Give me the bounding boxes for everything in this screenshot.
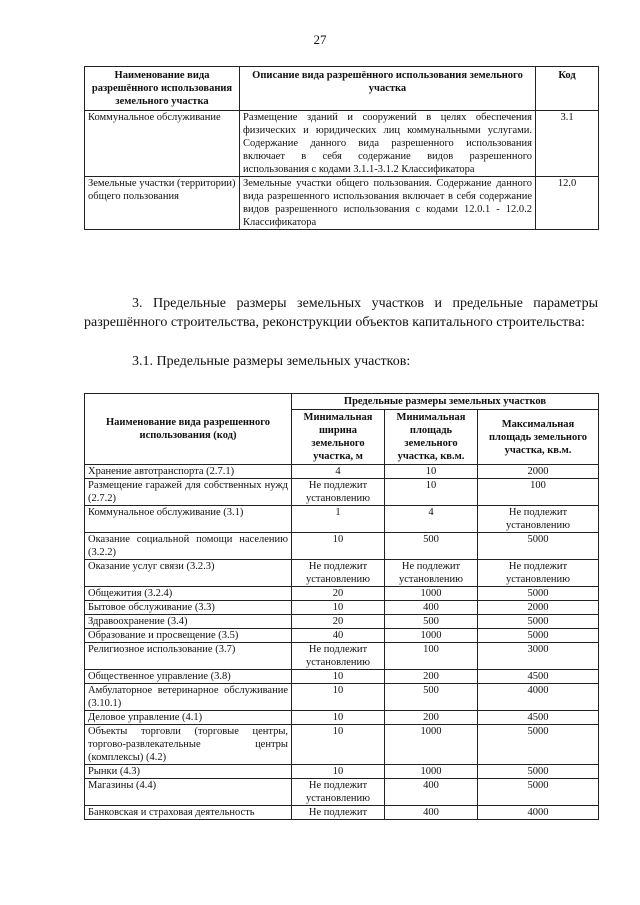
table2-header-min-area: Минимальная площадь земельного участка, кв.м. [385,410,478,465]
table2-cell-min-width: 1 [292,506,385,533]
table1-cell-description: Земельные участки общего пользования. Содержание данного вида разрешенного использования включает в себя содержание видов разрешенного использования с кодами 12.0.1 - 12.0.2 Классификатора [240,177,536,230]
table2-row [85,465,599,479]
table2-row [85,711,599,725]
table2-row [85,479,599,506]
table2-cell-max-area: 5000 [478,533,599,560]
table2-row [85,506,599,533]
table2-cell-min-width: Не подлежит установлению [292,560,385,587]
table2-cell-max-area: 2000 [478,601,599,615]
table2-cell-min-width: 10 [292,670,385,684]
table2-cell-max-area: 4000 [478,684,599,711]
table2-row [85,684,599,711]
table2-row [85,806,599,820]
table2-row [85,643,599,670]
table2-cell-min-area: 100 [385,643,478,670]
table2-cell-min-area: Не подлежит установлению [385,560,478,587]
table2-cell-min-area: 10 [385,479,478,506]
table2-cell-min-area: 400 [385,779,478,806]
table1-row [85,177,599,230]
table2-cell-max-area: 4000 [478,806,599,820]
table2-cell-min-area: 200 [385,670,478,684]
table2-cell-min-width: 4 [292,465,385,479]
table1-cell-code: 3.1 [536,111,599,177]
table2-cell-max-area: 5000 [478,587,599,601]
table2-cell-max-area: 5000 [478,725,599,765]
table2-cell-min-width: 10 [292,601,385,615]
table2-cell-min-area: 400 [385,806,478,820]
table2-row [85,629,599,643]
table2-cell-name: Банковская и страховая деятельность [85,806,292,820]
table2-cell-max-area: 100 [478,479,599,506]
table2-cell-min-area: 500 [385,615,478,629]
table2-cell-name: Рынки (4.3) [85,765,292,779]
table2-row [85,725,599,765]
table1-cell-description: Размещение зданий и сооружений в целях обеспечения физических и юридических лиц коммунальными услугами. Содержание данного вида разрешенного использования включает в себя содержание видов разрешенного использования с кодами 3.1.1-3.1.2 Классификатора [240,111,536,177]
table2-row [85,765,599,779]
table2-cell-min-width: 40 [292,629,385,643]
table2-cell-max-area: 3000 [478,643,599,670]
table2-cell-max-area: Не подлежит установлению [478,560,599,587]
table2-cell-min-area: 500 [385,684,478,711]
table2-header-max-area: Максимальная площадь земельного участка, кв.м. [478,410,599,465]
table2-cell-max-area: 4500 [478,670,599,684]
table2-cell-name: Магазины (4.4) [85,779,292,806]
table2-cell-min-area: 1000 [385,765,478,779]
table2-cell-min-width: 10 [292,725,385,765]
table1-cell-name: Коммунальное обслуживание [85,111,240,177]
table2-cell-min-area: 500 [385,533,478,560]
table2-cell-name: Оказание социальной помощи населению (3.2.2) [85,533,292,560]
table2-cell-max-area: 5000 [478,779,599,806]
table2-cell-min-area: 400 [385,601,478,615]
table2-cell-name: Размещение гаражей для собственных нужд (2.7.2) [85,479,292,506]
section-3-paragraph: 3. Предельные размеры земельных участков и предельные параметры разрешённого строительства, реконструкции объектов капитального строительства: [84,296,598,330]
table2-cell-name: Деловое управление (4.1) [85,711,292,725]
table2-cell-min-area: 1000 [385,629,478,643]
table2-cell-name: Бытовое обслуживание (3.3) [85,601,292,615]
table2-cell-name: Общественное управление (3.8) [85,670,292,684]
table2-cell-name: Амбулаторное ветеринарное обслуживание (3.10.1) [85,684,292,711]
table2-cell-max-area: 2000 [478,465,599,479]
table2-cell-min-width: Не подлежит установлению [292,779,385,806]
table2-row [85,533,599,560]
table2-cell-max-area: 4500 [478,711,599,725]
table2-cell-name: Коммунальное обслуживание (3.1) [85,506,292,533]
table2-cell-name: Религиозное использование (3.7) [85,643,292,670]
table1-header-description: Описание вида разрешённого использования земельного участка [240,67,536,111]
table2-cell-min-width: 10 [292,765,385,779]
table2-cell-min-area: 10 [385,465,478,479]
table2-cell-min-area: 1000 [385,725,478,765]
land-plot-size-table [84,393,599,820]
table2-cell-min-area: 1000 [385,587,478,601]
land-use-description-table [84,66,599,230]
table2-cell-min-width: 10 [292,711,385,725]
table2-row [85,615,599,629]
table2-header-group: Предельные размеры земельных участков [292,394,599,410]
table2-header-min-width: Минимальная ширина земельного участка, м [292,410,385,465]
table1-cell-code: 12.0 [536,177,599,230]
table2-cell-name: Образование и просвещение (3.5) [85,629,292,643]
table2-cell-min-width: Не подлежит [292,806,385,820]
table2-cell-min-width: 20 [292,587,385,601]
table1-cell-name: Земельные участки (территории) общего пользования [85,177,240,230]
table2-cell-name: Здравоохранение (3.4) [85,615,292,629]
table2-row [85,601,599,615]
table2-cell-name: Оказание услуг связи (3.2.3) [85,560,292,587]
table2-cell-max-area: 5000 [478,629,599,643]
table2-header-name: Наименование вида разрешенного использования (код) [85,394,292,465]
table2-cell-min-width: 20 [292,615,385,629]
table2-cell-min-width: Не подлежит установлению [292,479,385,506]
table2-row [85,670,599,684]
page-number: 27 [313,32,327,47]
table2-cell-max-area: Не подлежит установлению [478,506,599,533]
table1-header-row [85,67,599,111]
table1-header-name: Наименование вида разрешённого использования земельного участка [85,67,240,111]
table2-cell-min-area: 200 [385,711,478,725]
section-3-1-paragraph: 3.1. Предельные размеры земельных участков: [132,354,411,369]
table1-header-code: Код [536,67,599,111]
table2-row [85,587,599,601]
table2-cell-min-area: 4 [385,506,478,533]
table2-cell-name: Хранение автотранспорта (2.7.1) [85,465,292,479]
table2-cell-max-area: 5000 [478,765,599,779]
table2-cell-min-width: 10 [292,533,385,560]
table2-row [85,779,599,806]
table1-row [85,111,599,177]
table2-cell-min-width: 10 [292,684,385,711]
table2-header-row [85,394,599,410]
table2-cell-name: Общежития (3.2.4) [85,587,292,601]
table2-cell-min-width: Не подлежит установлению [292,643,385,670]
table2-cell-name: Объекты торговли (торговые центры, торгово-развлекательные центры (комплексы) (4.2) [85,725,292,765]
table2-cell-max-area: 5000 [478,615,599,629]
table2-row [85,560,599,587]
